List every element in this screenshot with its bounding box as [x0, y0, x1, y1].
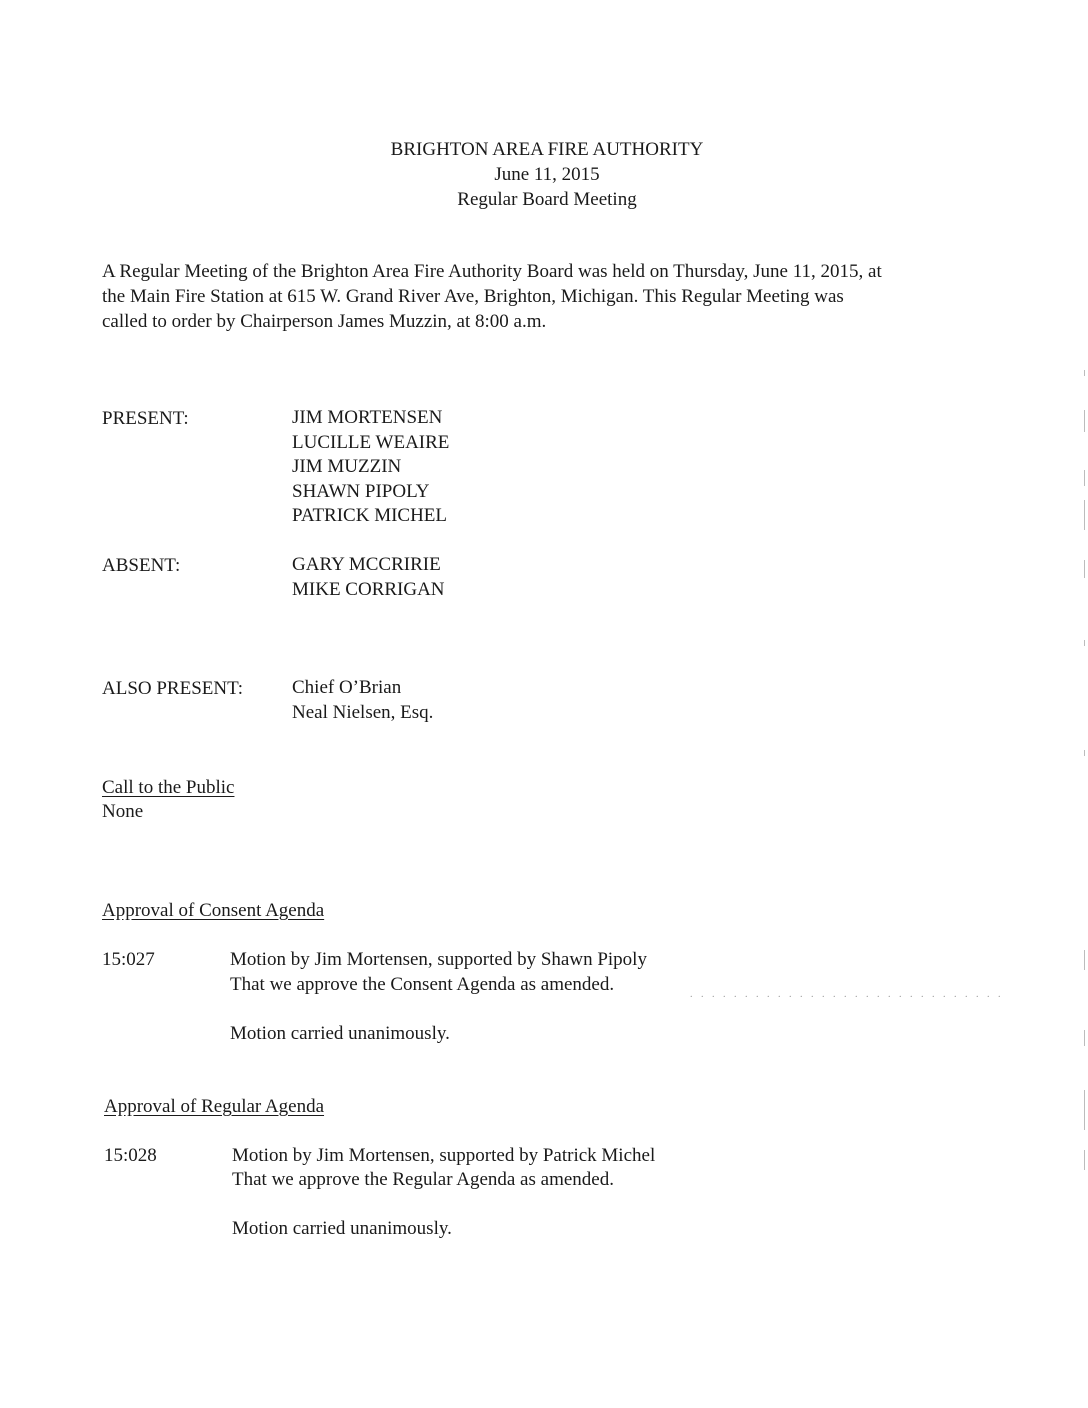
intro-line: the Main Fire Station at 615 W. Grand River Ave, Brighton, Michigan. This Regular Meeting was [102, 286, 844, 307]
dotted-scan-artifact: . . . . . . . . . . . . . . . . . . . . . . . . . . . . . [690, 989, 1004, 1000]
scan-edge-mark [1084, 1090, 1085, 1130]
present-member: LUCILLE WEAIRE [292, 431, 450, 453]
scan-edge-mark [1084, 950, 1085, 970]
scan-edge-mark [1084, 500, 1085, 530]
organization-title: BRIGHTON AREA FIRE AUTHORITY [390, 139, 704, 160]
motion-text: Motion by Jim Mortensen, supported by Patrick Michel [232, 1145, 656, 1166]
meeting-date: June 11, 2015 [494, 164, 600, 185]
also-present-member: Neal Nielsen, Esq. [292, 701, 434, 723]
present-member: PATRICK MICHEL [292, 505, 448, 527]
also-present-label: ALSO PRESENT: [102, 678, 244, 699]
intro-line: A Regular Meeting of the Brighton Area Fire Authority Board was held on Thursday, June 11, 2015, at [102, 261, 882, 282]
meeting-type: Regular Board Meeting [457, 189, 637, 210]
present-member: JIM MUZZIN [292, 456, 402, 478]
absent-label: ABSENT: [102, 555, 181, 576]
present-member: SHAWN PIPOLY [292, 480, 430, 502]
motion-number: 15:027 [102, 949, 155, 970]
motion-result: Motion carried unanimously. [232, 1218, 452, 1239]
scan-edge-mark [1084, 640, 1085, 646]
absent-list [292, 553, 445, 602]
scan-edge-mark [1084, 470, 1085, 486]
present-label: PRESENT: [102, 408, 189, 429]
call-to-public-heading: Call to the Public [102, 777, 235, 798]
motion-text: That we approve the Consent Agenda as amended. [230, 974, 615, 995]
intro-paragraph [102, 259, 1002, 334]
document-header [0, 137, 1088, 212]
scan-edge-mark [1084, 370, 1085, 376]
motion-result: Motion carried unanimously. [230, 1023, 450, 1044]
present-list [292, 406, 449, 529]
motion-text: Motion by Jim Mortensen, supported by Shawn Pipoly [230, 949, 647, 970]
scan-edge-mark [1084, 560, 1085, 578]
call-to-public-text: None [102, 801, 144, 822]
scan-edge-mark [1084, 1150, 1085, 1170]
motion-text: That we approve the Regular Agenda as amended. [232, 1169, 614, 1190]
regular-agenda-heading: Approval of Regular Agenda [104, 1096, 325, 1117]
also-present-list [292, 676, 433, 725]
also-present-member: Chief O’Brian [292, 677, 402, 698]
absent-member: GARY MCCRIRIE [292, 554, 441, 575]
motion-number: 15:028 [104, 1145, 157, 1166]
scan-edge-mark [1084, 410, 1085, 432]
present-member: JIM MORTENSEN [292, 407, 443, 428]
intro-line: called to order by Chairperson James Muzzin, at 8:00 a.m. [102, 311, 547, 332]
consent-agenda-heading: Approval of Consent Agenda [102, 900, 325, 921]
absent-member: MIKE CORRIGAN [292, 578, 445, 600]
scan-edge-mark [1084, 1030, 1085, 1046]
scan-edge-mark [1084, 750, 1085, 756]
